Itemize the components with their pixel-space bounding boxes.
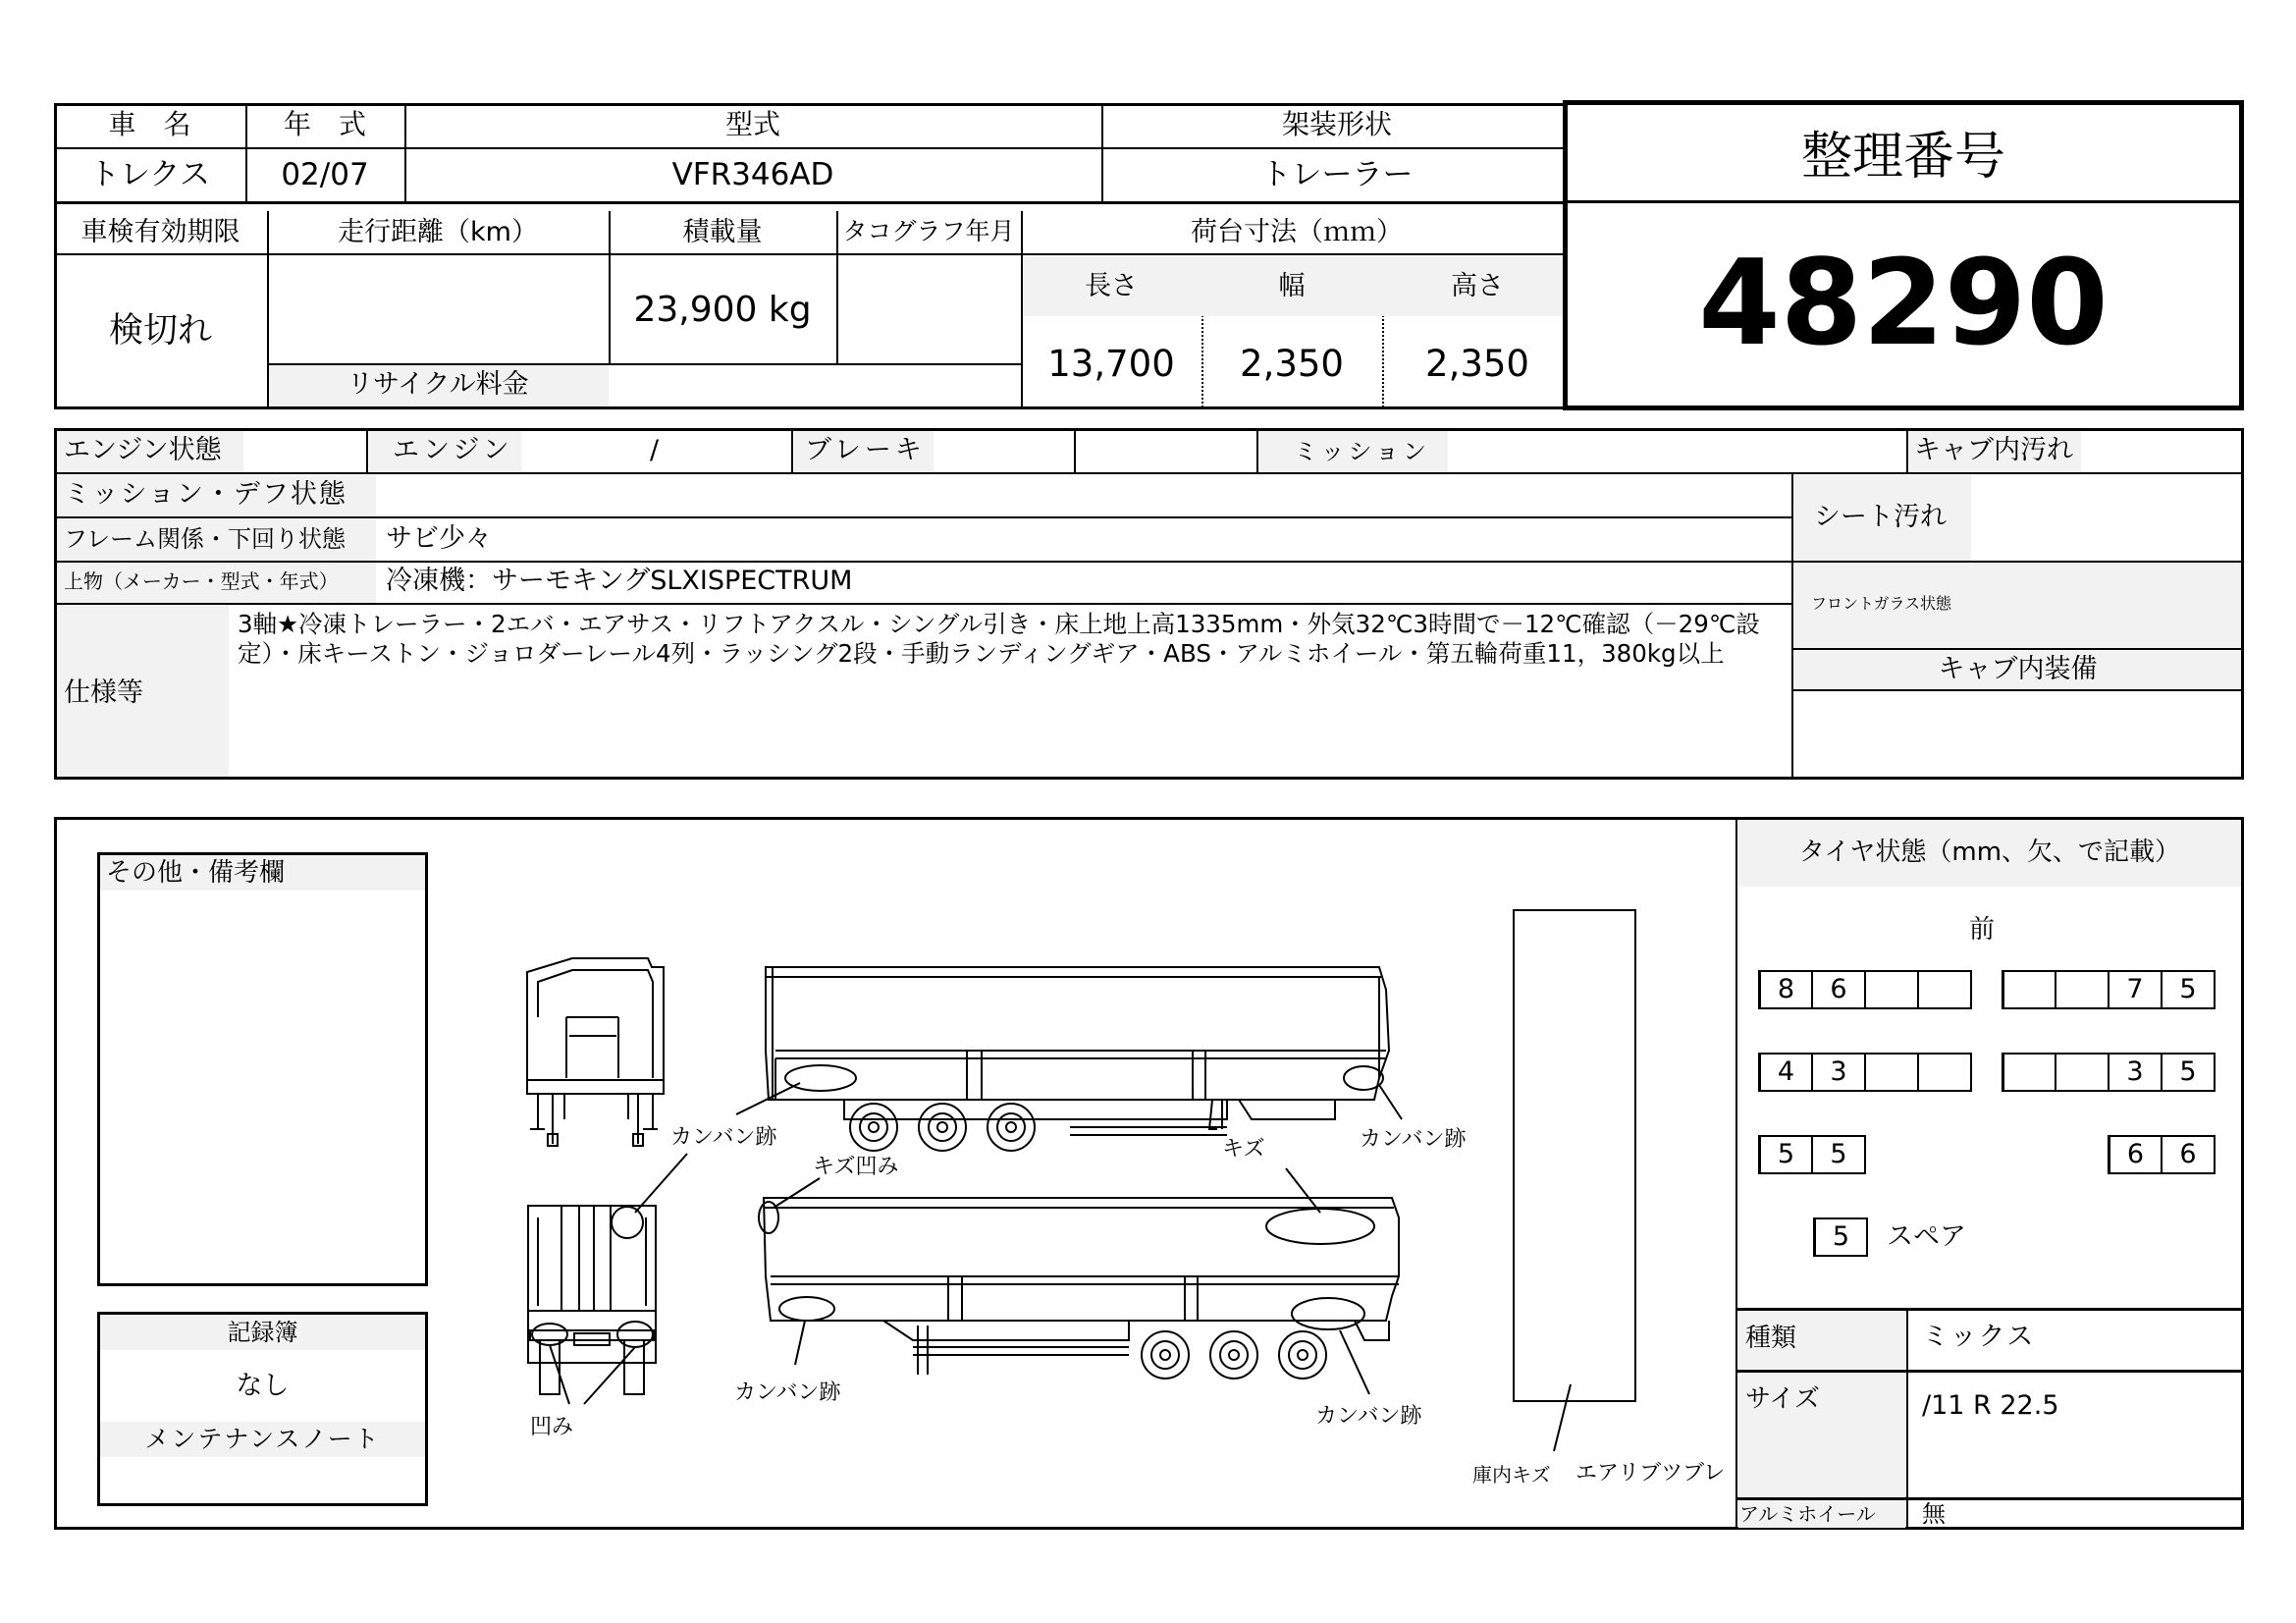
height-value: 2,350 bbox=[1425, 343, 1529, 385]
capacity-label: 積載量 bbox=[682, 217, 763, 247]
spec-line-1: 3軸★冷凍トレーラー・2エバ・エアサス・リフトアクスル・シングル引き・床上地上高1335mm・外気32℃3時間で－12℃確認（－29℃設 bbox=[238, 610, 1760, 638]
tire-cell: 6 bbox=[1811, 970, 1866, 1009]
engine-state-label: エンジン状態 bbox=[64, 435, 222, 465]
engine-slash: / bbox=[650, 435, 660, 465]
tire-cell: 5 bbox=[1758, 1135, 1813, 1174]
upper-label: 上物（メーカー・型式・年式） bbox=[64, 569, 339, 593]
remarks-label: その他・備考欄 bbox=[106, 858, 286, 888]
maintenance-note-label: メンテナンスノート bbox=[144, 1425, 381, 1453]
car-name-value: トレクス bbox=[88, 157, 211, 192]
tire-cell bbox=[1864, 1053, 1919, 1092]
tire-type-value: ミックス bbox=[1922, 1322, 2036, 1352]
mileage-label: 走行距離（km） bbox=[338, 217, 538, 247]
spec-line-2: 定）・床キーストン・ジョロダーレール4列・ラッシング2段・手動ランディングギア・ABS・アルミホイール・第五輪荷重11，380kg以上 bbox=[238, 639, 1725, 668]
tire-cell bbox=[2055, 970, 2109, 1009]
trailer-damage-diagram bbox=[510, 903, 1737, 1512]
inspection-label: 車検有効期限 bbox=[80, 217, 240, 247]
note-airrib: エアリブツブレ bbox=[1575, 1461, 1726, 1486]
record-book-value: なし bbox=[236, 1371, 290, 1401]
note-kanban-4: カンバン跡 bbox=[1315, 1404, 1422, 1429]
tire-cell: 3 bbox=[2108, 1053, 2163, 1092]
note-kanban-3: カンバン跡 bbox=[734, 1380, 841, 1405]
cab-dirt-label: キャブ内汚れ bbox=[1914, 435, 2073, 465]
recycle-label: リサイクル料金 bbox=[347, 369, 529, 400]
note-interior-kizu: 庫内キズ bbox=[1472, 1463, 1551, 1487]
tire-cell bbox=[2055, 1053, 2109, 1092]
spare-tire-cell: 5 bbox=[1813, 1217, 1868, 1257]
body-value: トレーラー bbox=[1260, 157, 1414, 192]
tire-cell: 5 bbox=[2161, 970, 2216, 1009]
tire-front-label: 前 bbox=[1968, 915, 1995, 945]
trailer-side-view-lower bbox=[764, 1198, 1399, 1379]
tire-cell: 5 bbox=[2161, 1053, 2216, 1092]
tire-cell: 8 bbox=[1758, 970, 1813, 1009]
tire-cell: 6 bbox=[2161, 1135, 2216, 1174]
spare-label: スペア bbox=[1887, 1221, 1966, 1252]
tire-size-value: /11 R 22.5 bbox=[1922, 1390, 2059, 1421]
tire-cell bbox=[1864, 970, 1919, 1009]
tire-title: タイヤ状態（mm、欠、で記載） bbox=[1798, 838, 2181, 867]
inspection-value: 検切れ bbox=[108, 311, 212, 351]
tire-cell bbox=[2002, 970, 2056, 1009]
interior-view bbox=[1514, 910, 1635, 1401]
frame-value: サビ少々 bbox=[386, 523, 492, 554]
trailer-front-view bbox=[527, 958, 664, 1146]
note-kanban-1: カンバン跡 bbox=[670, 1125, 777, 1150]
engine-label: エンジン bbox=[393, 435, 513, 465]
record-book-label: 記録簿 bbox=[227, 1319, 298, 1346]
car-name-label: 車 名 bbox=[108, 108, 191, 140]
capacity-value: 23,900 kg bbox=[633, 290, 812, 330]
seat-dirt-label: シート汚れ bbox=[1814, 502, 1947, 532]
length-label: 長さ bbox=[1085, 271, 1138, 301]
tire-cell: 3 bbox=[1811, 1053, 1866, 1092]
tire-cell: 6 bbox=[2108, 1135, 2163, 1174]
frame-label: フレーム関係・下回り状態 bbox=[64, 525, 347, 553]
tire-cell bbox=[1917, 1053, 1972, 1092]
reference-number-label: 整理番号 bbox=[1800, 128, 2005, 187]
tire-type-label: 種類 bbox=[1745, 1324, 1797, 1353]
mission-diff-label: ミッション・デフ状態 bbox=[64, 479, 347, 510]
note-hekomi: 凹み bbox=[530, 1415, 574, 1439]
brake-label: ブレーキ bbox=[805, 435, 926, 465]
length-value: 13,700 bbox=[1047, 343, 1175, 385]
aluminum-wheel-value: 無 bbox=[1922, 1500, 1946, 1528]
tire-cell bbox=[2002, 1053, 2056, 1092]
model-value: VFR346AD bbox=[671, 157, 834, 192]
tire-cell bbox=[1917, 970, 1972, 1009]
mission-label: ミッション bbox=[1294, 438, 1431, 465]
spec-label: 仕様等 bbox=[64, 677, 143, 708]
note-kizu-hekomi: キズ凹み bbox=[813, 1155, 899, 1179]
width-label: 幅 bbox=[1278, 271, 1306, 301]
note-kanban-2: カンバン跡 bbox=[1360, 1127, 1467, 1152]
tire-cell: 4 bbox=[1758, 1053, 1813, 1092]
windshield-label: フロントガラス状態 bbox=[1811, 594, 1952, 613]
body-label: 架装形状 bbox=[1281, 108, 1392, 140]
tire-size-label: サイズ bbox=[1745, 1384, 1820, 1414]
tacho-label: タコグラフ年月 bbox=[842, 217, 1015, 245]
note-kizu: キズ bbox=[1222, 1137, 1265, 1162]
trailer-side-view-upper bbox=[766, 967, 1389, 1151]
width-value: 2,350 bbox=[1240, 343, 1344, 385]
tire-cell: 7 bbox=[2108, 970, 2163, 1009]
upper-value: 冷凍機：サーモキングSLXISPECTRUM bbox=[386, 566, 853, 596]
height-label: 高さ bbox=[1451, 271, 1504, 301]
model-label: 型式 bbox=[724, 108, 780, 140]
remarks-box bbox=[97, 852, 428, 1286]
bed-size-label: 荷台寸法（ｍｍ） bbox=[1191, 217, 1403, 247]
tire-cell: 5 bbox=[1811, 1135, 1866, 1174]
reference-number-value: 48290 bbox=[1698, 236, 2109, 372]
year-value: 02/07 bbox=[281, 157, 369, 192]
cab-equip-label: キャブ内装備 bbox=[1938, 654, 2098, 684]
year-label: 年 式 bbox=[283, 108, 366, 140]
aluminum-wheel-label: アルミホイール bbox=[1739, 1502, 1876, 1526]
